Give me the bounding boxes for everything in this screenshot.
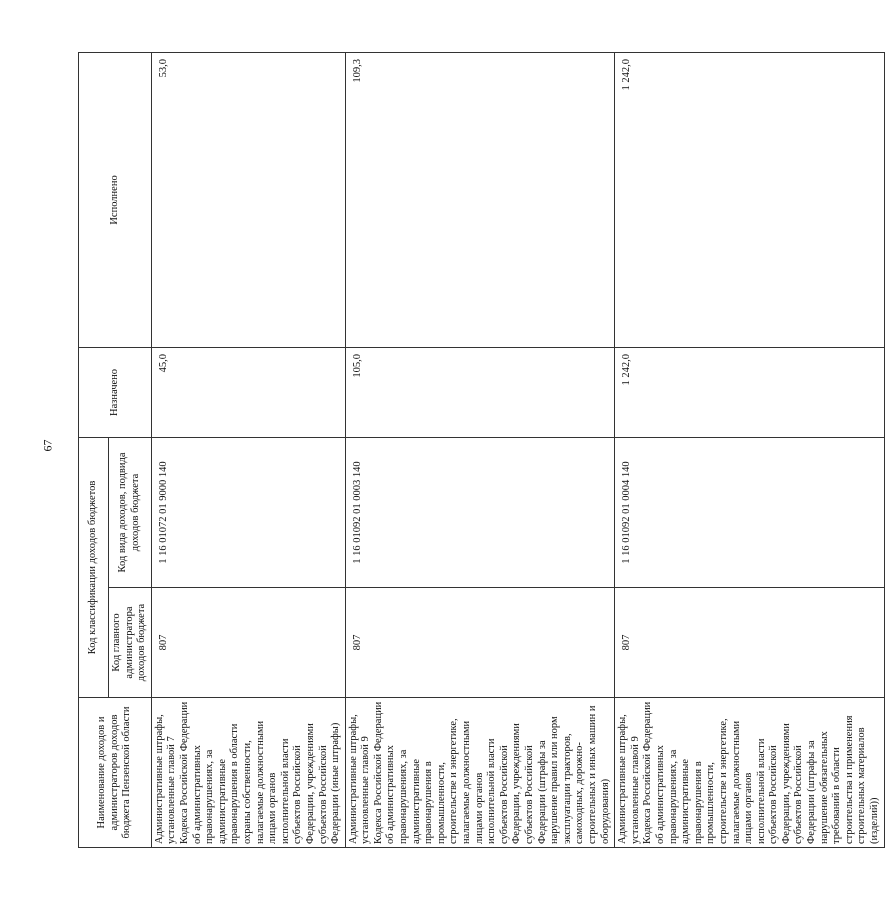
row-executed: 109,3 — [345, 52, 614, 347]
row-name: Административные штрафы, установленные главой 9 Кодекса Российской Федерации об административных правонарушениях, за административные правонарушения в промышленности, строительстве и энергетике, налагаемые должностными лицами органов исполнительной власти субъектов Российской Федерации, учреждениями субъектов Российской Федерации (штрафы за нарушение правил или норм эксплуатации тракторов, самоходных, дорожно-строительных и иных машин и оборудования) — [345, 698, 614, 848]
table-row — [615, 52, 884, 847]
table-row — [151, 52, 345, 847]
header-assigned: Назначено — [79, 347, 152, 437]
row-admin-code: 807 — [345, 588, 614, 698]
header-admin-code: Код главного администратора доходов бюджета — [109, 588, 152, 698]
row-assigned: 45,0 — [151, 347, 345, 437]
header-executed: Исполнено — [79, 52, 152, 347]
row-income-code: 1 16 01092 01 0003 140 — [345, 437, 614, 587]
page-number: 67 — [40, 439, 55, 452]
table-row — [345, 52, 614, 847]
row-executed: 53,0 — [151, 52, 345, 347]
row-name: Административные штрафы, установленные главой 7 Кодекса Российской Федерации об административных правонарушениях, за административные правонарушения в области охраны собственности, налагаемые должностными лицами органов исполнительной власти субъектов Российской Федерации, учреждениями субъектов Российской Федерации (иные штрафы) — [151, 698, 345, 848]
row-admin-code: 807 — [615, 588, 884, 698]
header-name: Наименование доходов и администраторов доходов бюджета Пензенской области — [79, 698, 152, 848]
rotated-table-container — [78, 53, 881, 848]
header-income-code: Код вида доходов, подвида доходов бюджета — [109, 437, 152, 587]
row-admin-code: 807 — [151, 588, 345, 698]
header-classification: Код классификации доходов бюджетов — [79, 437, 109, 697]
row-name: Административные штрафы, установленные главой 9 Кодекса Российской Федерации об административных правонарушениях, за административные правонарушения в промышленности, строительстве и энергетике, налагаемые должностными лицами органов исполнительной власти субъектов Российской Федерации, учреждениями субъектов Российской Федерации (штрафы за нарушение обязательных требований в области строительства и применения строительных материалов (изделий)) — [615, 698, 884, 848]
row-income-code: 1 16 01092 01 0004 140 — [615, 437, 884, 587]
row-income-code: 1 16 01072 01 9000 140 — [151, 437, 345, 587]
row-assigned: 105,0 — [345, 347, 614, 437]
row-assigned: 1 242,0 — [615, 347, 884, 437]
income-table — [78, 52, 885, 848]
row-executed: 1 242,0 — [615, 52, 884, 347]
